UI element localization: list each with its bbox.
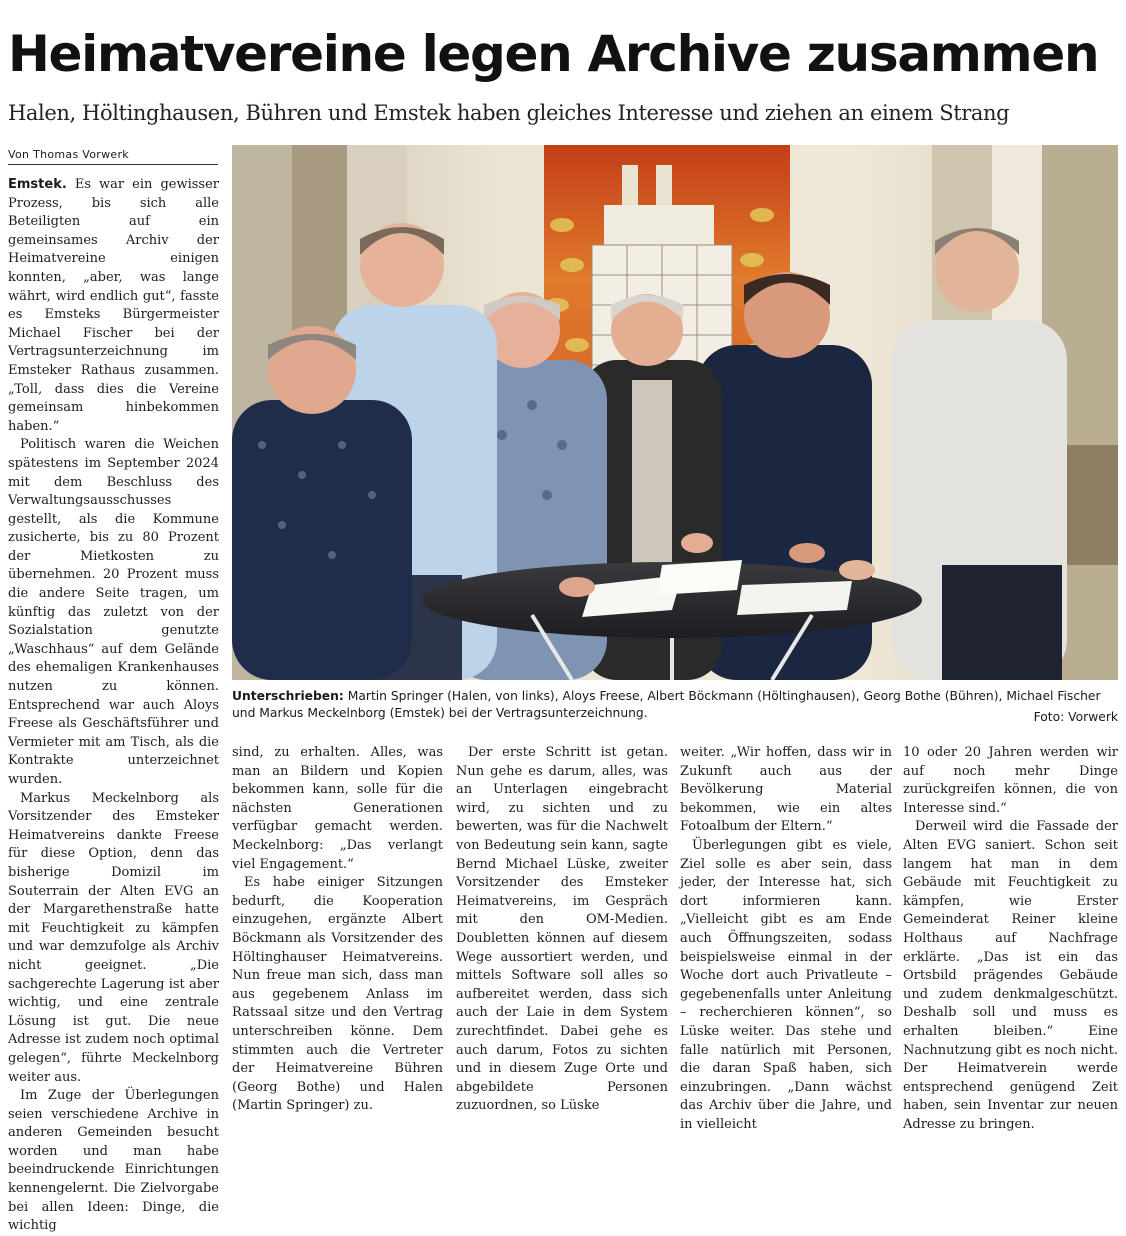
- article-column-1: [8, 176, 219, 1234]
- headline: Heimatvereine legen Archive zusammen: [8, 25, 1099, 83]
- article-column-2: [232, 744, 443, 1114]
- caption-text-line2: und Markus Meckelnborg (Emstek) bei der Vertragsunterzeichnung.: [232, 706, 648, 720]
- article-column-5: [903, 744, 1118, 1132]
- paragraph: Markus Meckelnborg als Vorsitzender des Emsteker Heimatvereins dankte Freese für diese Option, denn das bisherige Domizil im Souterrain der Alten EVG an der Margarethenstraße hatte mit Feuchtigkeit zu kämpfen und war demzufolge als Archiv nicht geeignet. „Die sachgerechte Lagerung ist aber wichtig, und eine zentrale Lösung ist gut. Die neue Adresse ist zudem noch optimal gelegen“, führte Meckelnborg weiter aus.: [8, 790, 219, 1085]
- paragraph: weiter. „Wir hoffen, dass wir in Zukunft auch aus der Bevölkerung Material bekommen, wie ein altes Fotoalbum der Eltern.“: [680, 745, 892, 835]
- photo-credit: Foto: Vorwerk: [1033, 710, 1118, 724]
- caption-text: Martin Springer (Halen, von links), Aloys Freese, Albert Böckmann (Höltinghausen), Georg Bothe (Bühren), Michael Fischer: [343, 689, 1101, 703]
- dateline: Emstek.: [8, 177, 67, 192]
- paragraph: Politisch waren die Weichen spätestens im September 2024 mit dem Beschluss des Verwaltungsausschusses gestellt, als die Kommune zusicherte, bis zu 80 Prozent der Mietkosten zu übernehmen. 20 Prozent muss die andere Seite tragen, um künftig das zuletzt von der Sozialstation genutzte „Waschhaus“ auf dem Gelände des ehemaligen Krankenhauses nutzen zu können. Entsprechend war auch Aloys Freese als Geschäftsführer und Vermieter mit am Tisch, als die Kontrakte unterzeichnet wurden.: [8, 437, 219, 787]
- paragraph: Im Zuge der Überlegungen seien verschiedene Archive in anderen Gemeinden besucht worden und man habe beeindruckende Einrichtungen kennengelernt. Die Zielvorgabe bei allen Ideen: Dinge, die wichtig: [8, 1088, 219, 1234]
- paragraph: [8, 176, 219, 436]
- subheadline: Halen, Höltinghausen, Bühren und Emstek haben gleiches Interesse und ziehen an einem Strang: [8, 101, 1010, 125]
- paragraph: Überlegungen gibt es viele, Ziel solle es aber sein, dass jeder, der Interesse hat, sich dort informieren kann. „Vielleicht gibt es am Ende auch Öffnungszeiten, sodass beispielsweise einmal in der Woche dort auch Privatleute – gegebenenfalls unter Anleitung – recherchieren können“, so Lüske weiter. Das stehe und falle natürlich mit Personen, die daran Spaß haben, sich einzubringen. „Dann wächst das Archiv über die Jahre, und in vielleicht: [680, 837, 892, 1132]
- article-column-3: [456, 744, 668, 1114]
- paragraph: Es habe einiger Sitzungen bedurft, die Kooperation einzugehen, ergänzte Albert Böckmann als Vorsitzender des Höltinghauser Heimatvereins. Nun freue man sich, dass man aus gegebenem Anlass im Ratssaal sitze und den Vertrag unterschreiben könne. Dem stimmten auch die Vertreter der Heimatvereine Bühren (Georg Bothe) und Halen (Martin Springer) zu.: [232, 875, 443, 1114]
- byline: Von Thomas Vorwerk: [8, 145, 218, 165]
- paragraph: sind, zu erhalten. Alles, was man an Bildern und Kopien bekommen kann, solle für die nächsten Generationen verfügbar gemacht werden. Meckelnborg: „Das verlangt viel Engagement.“: [232, 745, 443, 872]
- paragraph-text: Es war ein gewisser Prozess, bis sich alle Beteiligten auf ein gemeinsames Archiv der Heimatvereine einigen konnten, „aber, was lange währt, wird endlich gut“, fasste es Emsteks Bürgermeister Michael Fischer bei der Vertragsunterzeichnung im Emsteker Rathaus zusammen. „Toll, dass dies die Vereine gemeinsam hinbekommen haben.“: [8, 177, 219, 434]
- article-photo: [232, 145, 1118, 680]
- caption-lead: Unterschrieben:: [232, 689, 344, 703]
- paragraph: Derweil wird die Fassade der Alten EVG saniert. Schon seit langem hat man in dem Gebäude mit Feuchtigkeit zu kämpfen, wie Erster Gemeinderat Reiner kleine Holthaus auf Nachfrage erklärte. „Das ist ein das Ortsbild prägendes Gebäude und zudem denkmalgeschützt. Deshalb soll und muss es erhalten bleiben.“ Eine Nachnutzung gibt es noch nicht. Der Heimatverein werde entsprechend genügend Zeit haben, sein Inventar zur neuen Adresse zu bringen.: [903, 819, 1118, 1132]
- photo-caption: [232, 688, 1118, 734]
- paragraph: Der erste Schritt ist getan. Nun gehe es darum, alles, was an Unterlagen eingebracht wird, zu sichten und zu bewerten, was für die Nachwelt von Bedeutung sein kann, sagte Bernd Michael Lüske, zweiter Vorsitzender des Emsteker Heimatvereins, im Gespräch mit den OM-Medien. Doubletten können auf diesem Wege aussortiert werden, und mittels Software soll alles so aufbereitet werden, dass sich auch der Laie in dem System zurechtfindet. Dabei gehe es auch darum, Fotos zu sichten und in diesem Zuge Orte und abgebildete Personen zuzuordnen, so Lüske: [456, 745, 668, 1114]
- article-column-4: [680, 744, 892, 1132]
- paragraph: 10 oder 20 Jahren werden wir auf noch mehr Dinge zurückgreifen können, die von Interesse sind.“: [903, 745, 1118, 816]
- group-photo-illustration: [232, 145, 1118, 680]
